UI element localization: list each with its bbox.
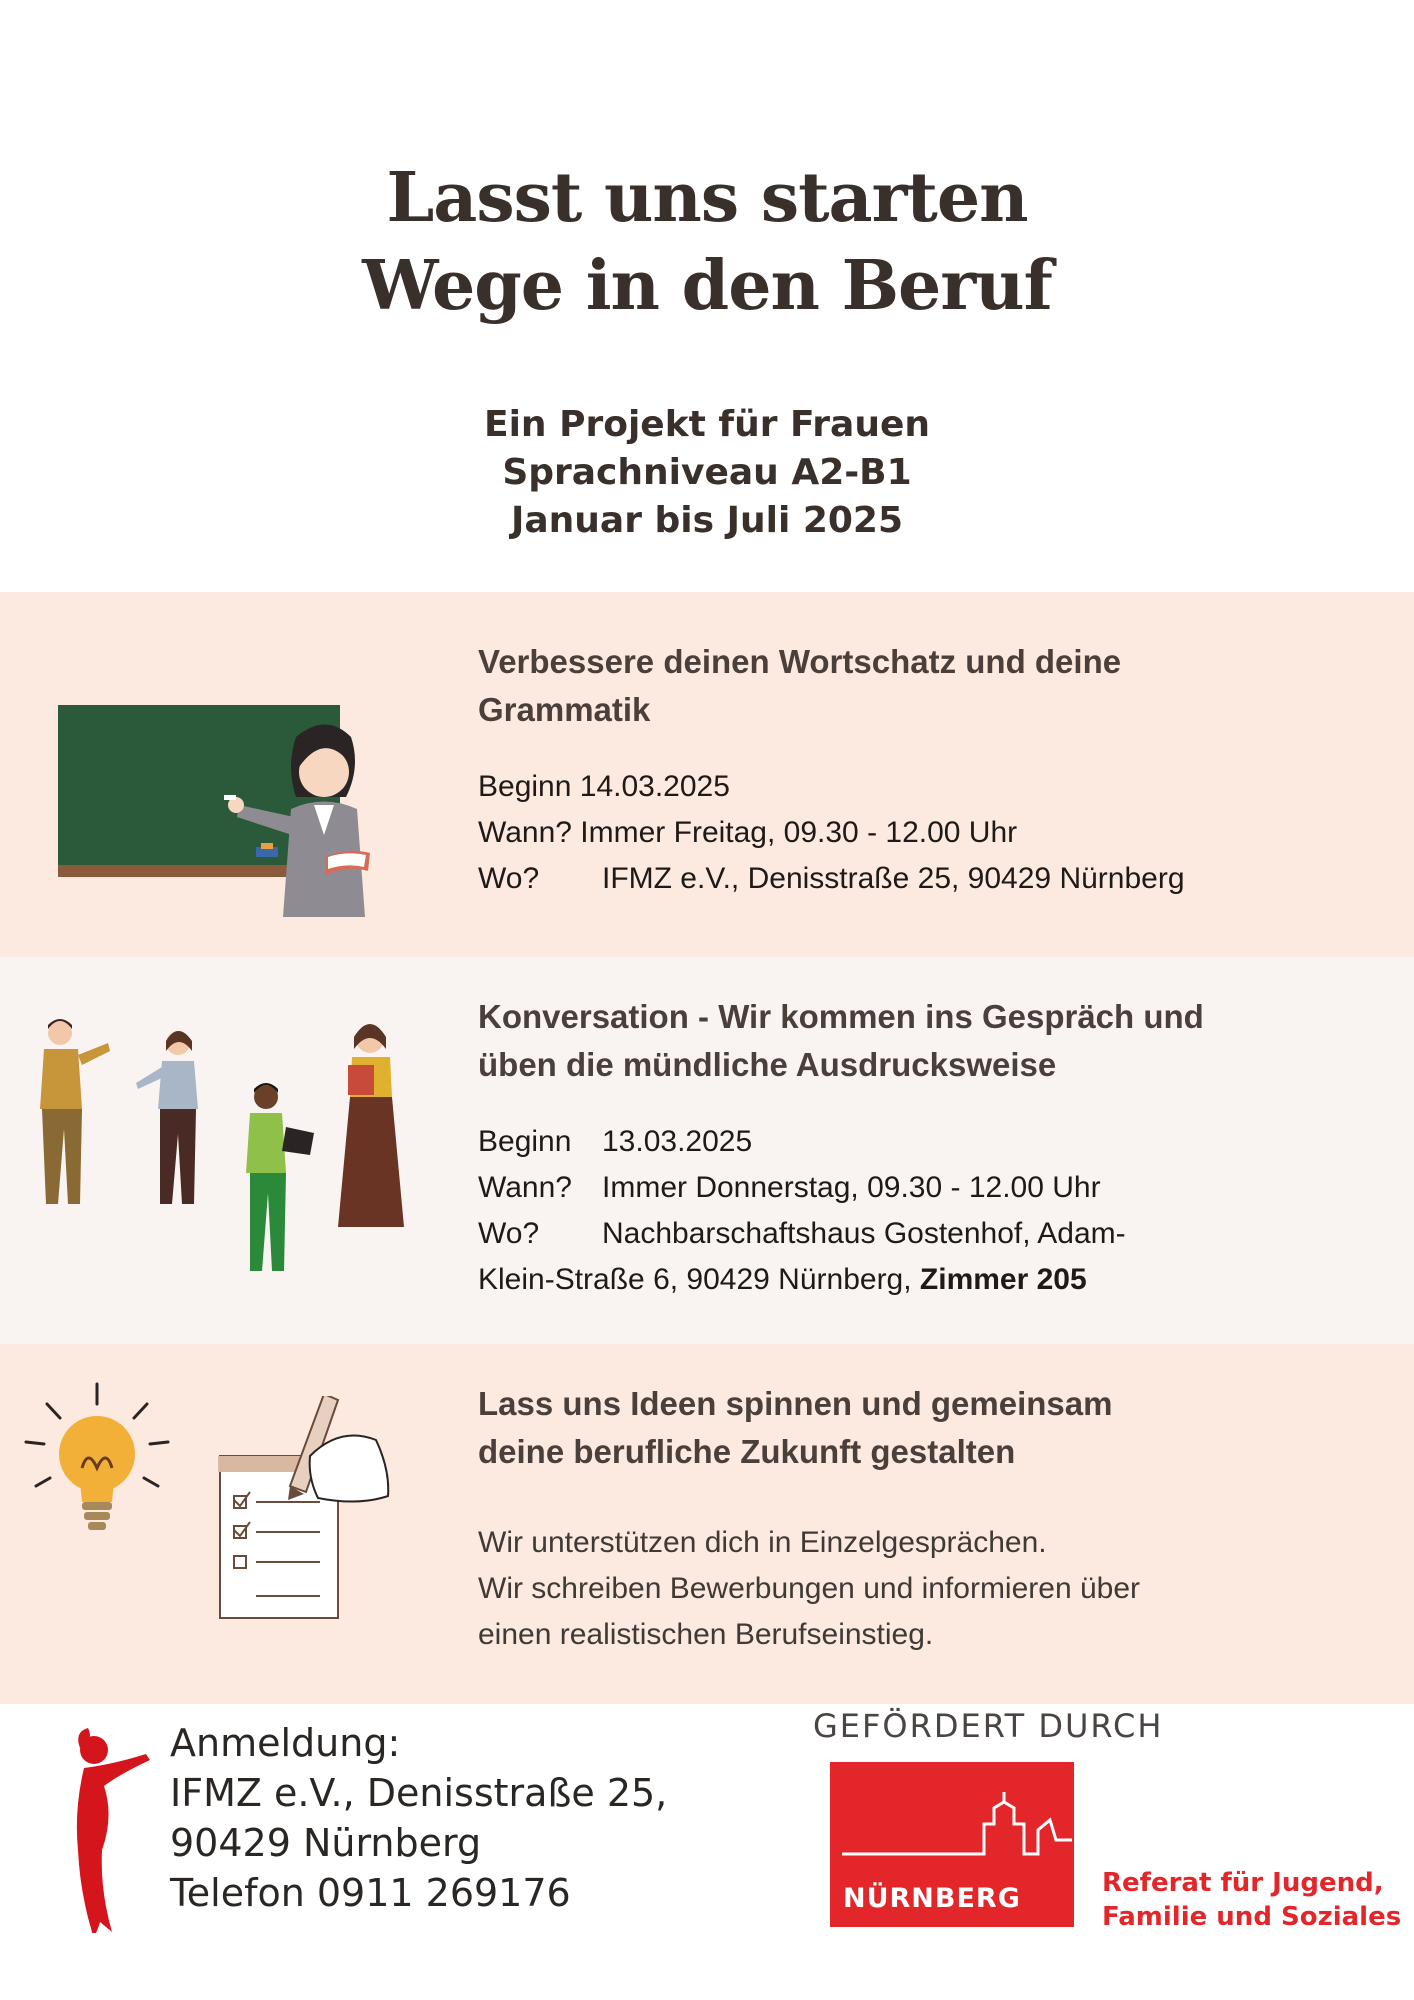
section-conversation	[0, 957, 1414, 1344]
page-title: Lasst uns starten	[386, 158, 1028, 238]
wo-row-cont: Klein-Straße 6, 90429 Nürnberg, Zimmer 205	[478, 1263, 1087, 1296]
subtitle-line1: Ein Projekt für Frauen	[484, 404, 930, 445]
nuernberg-logo-text: NÜRNBERG	[843, 1883, 1021, 1914]
section-details	[478, 1119, 1378, 1303]
beginn-row: Beginn 14.03.2025	[478, 770, 730, 803]
section-heading: Konversation - Wir kommen ins Gespräch und üben die mündliche Ausdrucksweise	[478, 998, 1204, 1083]
room-label: Zimmer 205	[919, 1263, 1087, 1296]
referat-line1: Referat für Jugend,	[1102, 1868, 1384, 1898]
subtitle-line2: Sprachniveau A2-B1	[502, 452, 912, 493]
wo-row: Wo? Nachbarschaftshaus Gostenhof, Adam-	[478, 1217, 1126, 1250]
referat-line2: Familie und Soziales	[1102, 1902, 1402, 1932]
registration-info: Anmeldung: IFMZ e.V., Denisstraße 25, 90429 Nürnberg Telefon 0911 269176	[170, 1721, 668, 1915]
section-heading: Verbessere deinen Wortschatz und deine Grammatik	[478, 643, 1122, 728]
section-career	[0, 1344, 1414, 1704]
checklist-hand-icon	[210, 1396, 390, 1626]
page-title-line2: Wege in den Beruf	[362, 246, 1052, 326]
wo-row: Wo? IFMZ e.V., Denisstraße 25, 90429 Nürnberg	[478, 862, 1185, 895]
ifmz-logo-icon	[54, 1728, 154, 1933]
women-group-icon	[28, 1015, 428, 1315]
subtitle-line3: Januar bis Juli 2025	[510, 500, 904, 541]
section-heading: Lass uns Ideen spinnen und gemeinsam deine berufliche Zukunft gestalten	[478, 1385, 1113, 1470]
funded-by-label: GEFÖRDERT DURCH	[813, 1707, 1164, 1745]
beginn-row: Beginn 13.03.2025	[478, 1125, 753, 1158]
wann-row: Wann? Immer Freitag, 09.30 - 12.00 Uhr	[478, 816, 1018, 849]
lightbulb-icon	[22, 1382, 172, 1542]
teacher-blackboard-icon	[56, 697, 396, 917]
wann-row: Wann? Immer Donnerstag, 09.30 - 12.00 Uhr	[478, 1171, 1101, 1204]
section-details: Wir unterstützen dich in Einzelgesprächen. Wir schreiben Bewerbungen und informieren über einen realistischen Berufseinstieg.	[478, 1526, 1141, 1651]
section-grammar	[0, 592, 1414, 957]
section-details	[478, 764, 1378, 902]
